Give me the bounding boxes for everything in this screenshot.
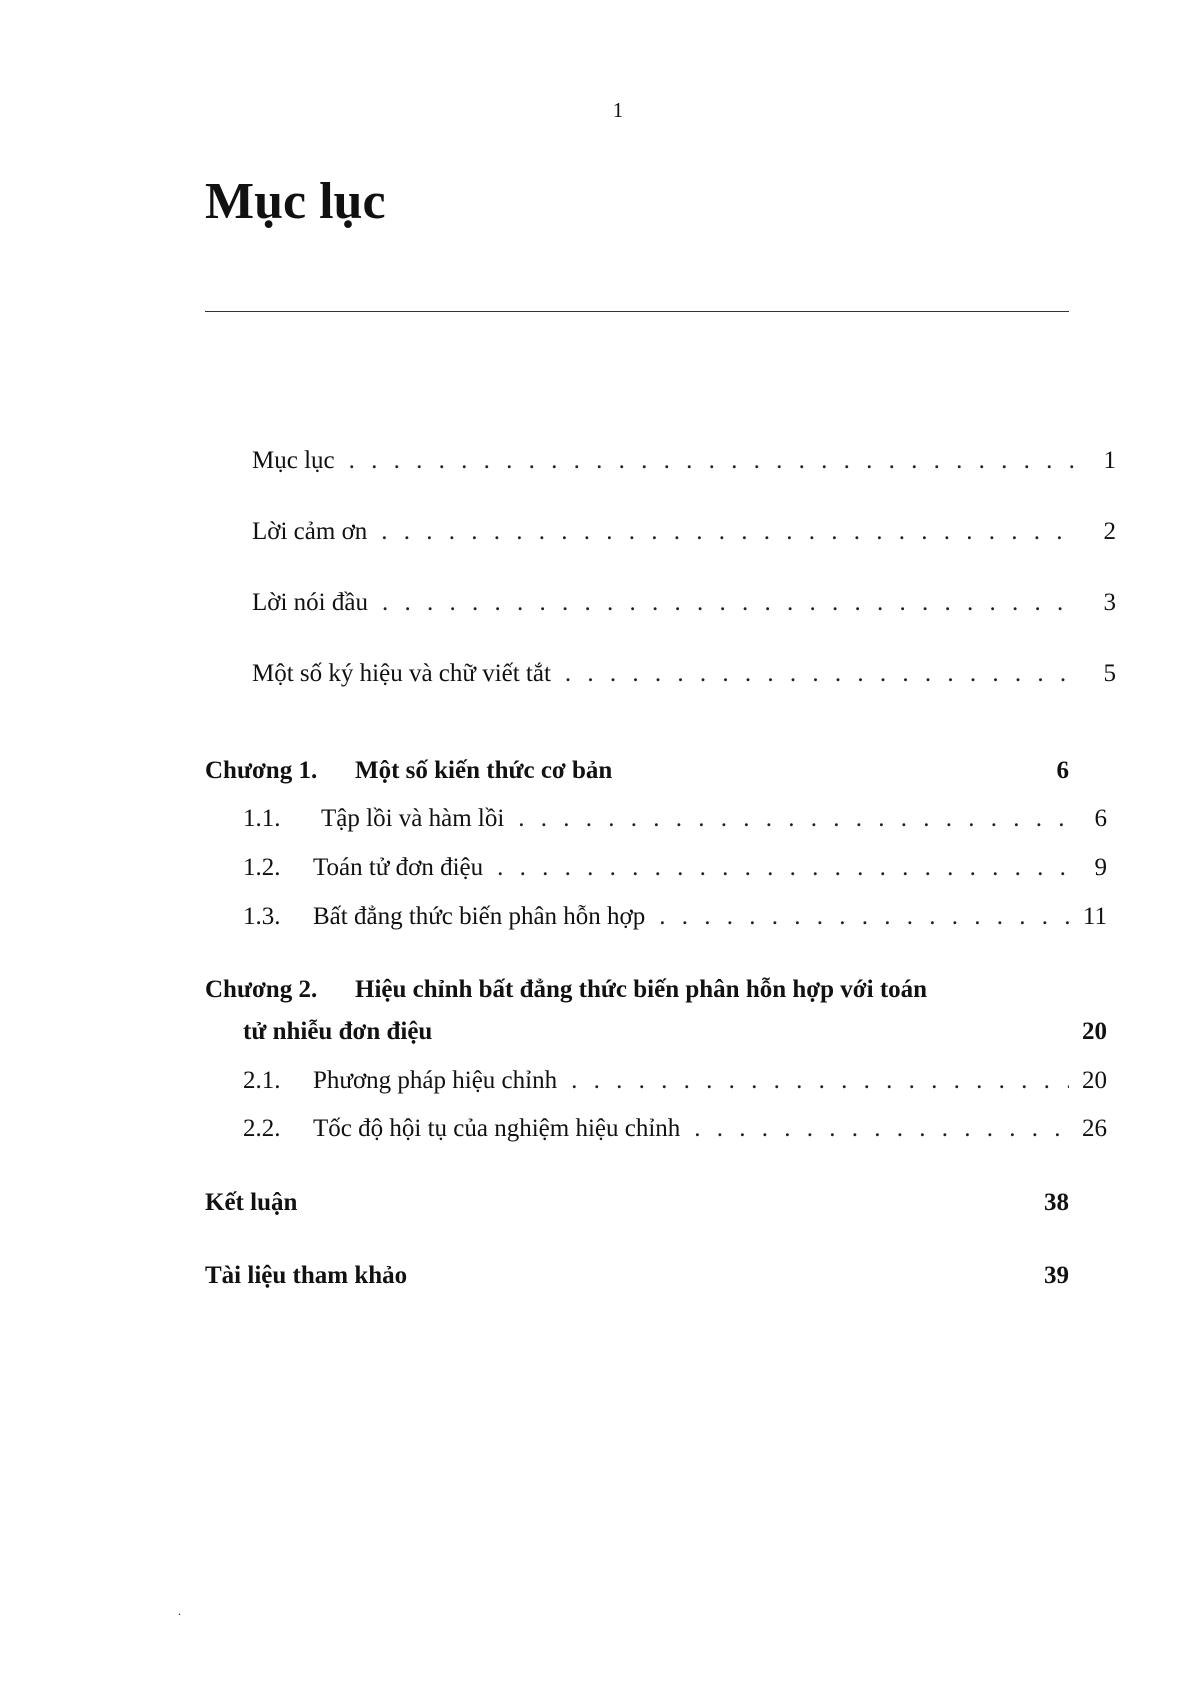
toc-section-2-2[interactable] (205, 1114, 1107, 1144)
section-title: Bất đẳng thức biến phân hỗn hợp (313, 903, 646, 930)
toc-conclusion[interactable] (205, 1188, 1069, 1218)
toc-entry-page: 20 (1082, 1018, 1107, 1045)
toc-section-1-1[interactable] (205, 804, 1107, 834)
toc-entry-page: 1 (1103, 447, 1116, 474)
toc-section-1-2[interactable] (205, 853, 1107, 883)
chapter-number: Chương 1. (205, 757, 318, 784)
toc-entry-page: 39 (1044, 1262, 1069, 1289)
toc-entry-page: 3 (1103, 589, 1116, 616)
leader-dots (381, 517, 1078, 547)
toc-entry-ky-hieu[interactable] (205, 659, 1116, 689)
toc-chapter-1[interactable] (205, 756, 1069, 786)
section-title: Tập lồi và hàm lồi (321, 805, 505, 832)
toc-chapter-2-continued[interactable] (205, 1017, 1107, 1047)
title-divider (205, 311, 1069, 312)
section-title: Phương pháp hiệu chỉnh (313, 1067, 558, 1094)
toc-entry-page: 9 (1094, 854, 1107, 881)
toc-entry-page: 26 (1082, 1115, 1107, 1142)
leader-dots (694, 1114, 1069, 1144)
leader-dots (571, 1066, 1069, 1096)
chapter-title-line1: Hiệu chỉnh bất đẳng thức biến phân hỗn hợp với toán (355, 976, 928, 1003)
toc-entry-loi-noi-dau[interactable] (205, 588, 1116, 618)
toc-entry-label: Một số ký hiệu và chữ viết tắt (252, 660, 551, 687)
toc-entry-label: Mục lục (252, 447, 335, 474)
leader-dots (518, 804, 1069, 834)
toc-entry-page: 5 (1103, 660, 1116, 687)
toc-entry-page: 6 (1056, 757, 1069, 784)
toc-section-2-1[interactable] (205, 1066, 1107, 1096)
section-number: 1.2. (243, 854, 281, 881)
toc-entry-loi-cam-on[interactable] (205, 517, 1116, 547)
section-title: Tốc độ hội tụ của nghiệm hiệu chỉnh (313, 1115, 681, 1142)
toc-entry-page: 38 (1044, 1189, 1069, 1216)
toc-entry-page: 11 (1082, 903, 1107, 930)
toc-entry-label: Kết luận (205, 1189, 298, 1216)
toc-entry-page: 20 (1082, 1067, 1107, 1094)
toc-references[interactable] (205, 1261, 1069, 1291)
leader-dots (565, 659, 1078, 689)
page-title: Mục lục (205, 173, 386, 230)
toc-chapter-2[interactable] (205, 975, 1069, 1005)
leader-dots (497, 853, 1069, 883)
section-number: 2.2. (243, 1115, 281, 1142)
chapter-number: Chương 2. (205, 976, 318, 1003)
footer-mark: . (178, 1604, 181, 1618)
toc-section-1-3[interactable] (205, 902, 1107, 932)
toc-entry-page: 6 (1094, 805, 1107, 832)
section-number: 2.1. (243, 1067, 281, 1094)
chapter-title-line2: tử nhiễu đơn điệu (243, 1018, 433, 1045)
leader-dots (382, 588, 1078, 618)
toc-entry-label: Tài liệu tham khảo (205, 1262, 408, 1289)
section-number: 1.3. (243, 903, 281, 930)
toc-entry-page: 2 (1103, 518, 1116, 545)
section-number: 1.1. (243, 805, 281, 832)
page-number: 1 (612, 98, 624, 122)
leader-dots (659, 902, 1069, 932)
section-title: Toán tử đơn điệu (313, 854, 484, 881)
chapter-title: Một số kiến thức cơ bản (355, 757, 613, 784)
toc-entry-muc-luc[interactable] (205, 446, 1116, 476)
toc-entry-label: Lời cảm ơn (252, 518, 368, 545)
toc-entry-label: Lời nói đầu (252, 589, 368, 616)
leader-dots (349, 446, 1078, 476)
